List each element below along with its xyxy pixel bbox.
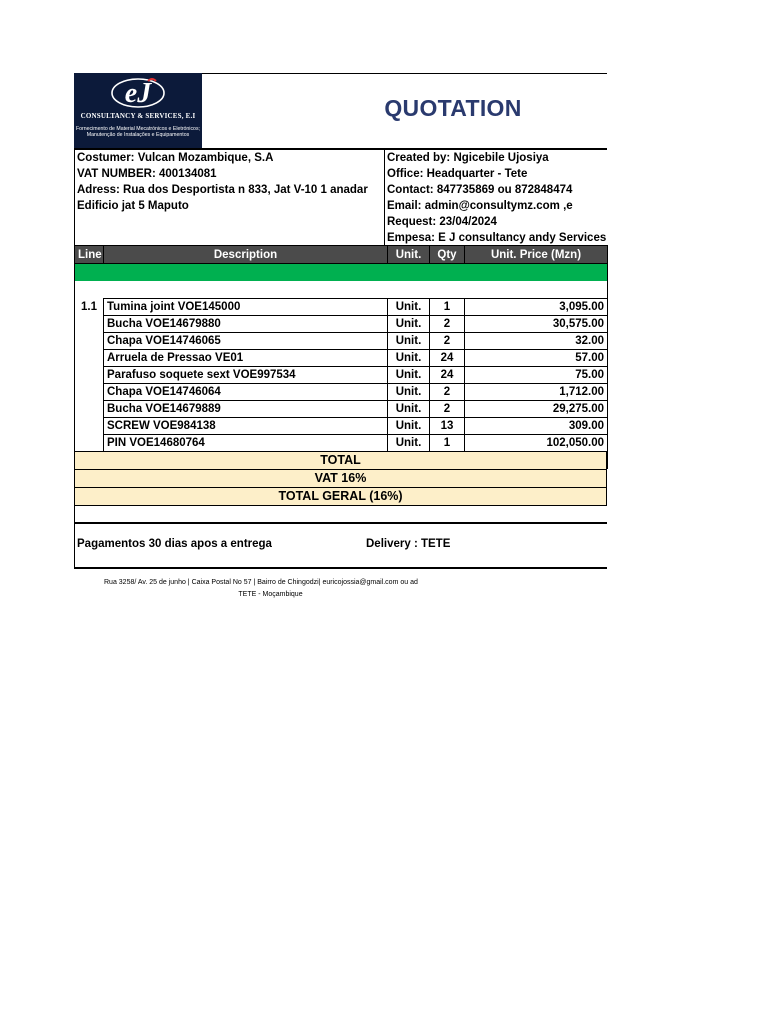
document-title: QUOTATION <box>384 95 522 121</box>
payment-terms: Pagamentos 30 dias apos a entrega <box>77 538 272 550</box>
vat-label: VAT 16% <box>74 470 607 488</box>
created-by: Created by: Ngicebile Ujosiya <box>387 152 549 164</box>
row-price: 102,050.00 <box>465 435 608 452</box>
row-description: Tumina joint VOE145000 <box>104 299 388 316</box>
row-description: Chapa VOE14746064 <box>104 384 388 401</box>
table-row <box>75 367 608 384</box>
logo-mark-text: eJ <box>124 78 152 109</box>
customer-name: Costumer: Vulcan Mozambique, S.A <box>77 152 274 164</box>
row-unit: Unit. <box>388 384 430 401</box>
row-unit: Unit. <box>388 367 430 384</box>
customer-address: Adress: Rua dos Desportista n 833, Jat V-10 1 anadar <box>77 184 368 196</box>
row-qty: 2 <box>430 401 465 418</box>
contact: Contact: 847735869 ou 872848474 <box>387 184 573 196</box>
row-price: 32.00 <box>465 333 608 350</box>
grand-total-label: TOTAL GERAL (16%) <box>74 488 607 506</box>
row-description: Arruela de Pressao VE01 <box>104 350 388 367</box>
row-qty: 2 <box>430 333 465 350</box>
table-row <box>75 401 608 418</box>
table-row <box>75 418 608 435</box>
row-unit: Unit. <box>388 299 430 316</box>
spacer-row <box>75 281 608 299</box>
customer-building: Edificio jat 5 Maputo <box>77 200 189 212</box>
quotation-table <box>74 245 608 469</box>
row-description: Bucha VOE14679889 <box>104 401 388 418</box>
row-price: 309.00 <box>465 418 608 435</box>
row-description: Parafuso soquete sext VOE997534 <box>104 367 388 384</box>
terms-bottom-rule <box>74 567 607 569</box>
email: Email: admin@consultymz.com ,e <box>387 200 573 212</box>
row-description: SCREW VOE984138 <box>104 418 388 435</box>
customer-vat: VAT NUMBER: 400134081 <box>77 168 217 180</box>
company-logo <box>74 73 202 149</box>
row-description: Chapa VOE14746065 <box>104 333 388 350</box>
empresa: Empesa: E J consultancy andy Services <box>387 232 607 244</box>
row-price: 57.00 <box>465 350 608 367</box>
row-line <box>75 401 104 418</box>
table-row <box>75 384 608 401</box>
row-line <box>75 367 104 384</box>
logo-description: Fornecimento de Material Mecatrónicos e Eletrónicos; Manutenção de Instalações e Equipamentos <box>76 126 200 138</box>
row-qty: 24 <box>430 350 465 367</box>
office: Office: Headquarter - Tete <box>387 168 528 180</box>
row-unit: Unit. <box>388 401 430 418</box>
row-qty: 2 <box>430 384 465 401</box>
footer-address: Rua 3258/ Av. 25 de junho | Caixa Postal No 57 | Bairro de Chingodzi| euricojossia@gmail.com ou ad <box>104 579 418 586</box>
left-border <box>74 506 75 568</box>
row-price: 3,095.00 <box>465 299 608 316</box>
header-description: Description <box>104 246 388 264</box>
row-description: PIN VOE14680764 <box>104 435 388 452</box>
row-line <box>75 418 104 435</box>
row-line <box>75 316 104 333</box>
total-label: TOTAL <box>74 451 607 470</box>
issuer-block <box>385 150 607 247</box>
row-line <box>75 350 104 367</box>
logo-company-name: CONSULTANCY & SERVICES, E.I <box>80 112 196 120</box>
row-unit: Unit. <box>388 418 430 435</box>
section-band <box>75 264 608 282</box>
customer-block <box>74 150 385 247</box>
header-price: Unit. Price (Mzn) <box>465 246 608 264</box>
row-line <box>75 435 104 452</box>
header-unit: Unit. <box>388 246 430 264</box>
row-unit: Unit. <box>388 316 430 333</box>
row-qty: 24 <box>430 367 465 384</box>
row-qty: 1 <box>430 435 465 452</box>
row-price: 30,575.00 <box>465 316 608 333</box>
footer-city: TETE - Moçambique <box>238 591 303 598</box>
row-line <box>75 333 104 350</box>
row-unit: Unit. <box>388 435 430 452</box>
row-price: 29,275.00 <box>465 401 608 418</box>
request-date: Request: 23/04/2024 <box>387 216 497 228</box>
row-qty: 13 <box>430 418 465 435</box>
row-line: 1.1 <box>75 299 104 316</box>
table-header-row <box>75 246 608 264</box>
table-row <box>75 350 608 367</box>
row-unit: Unit. <box>388 333 430 350</box>
row-unit: Unit. <box>388 350 430 367</box>
table-row <box>75 316 608 333</box>
row-line <box>75 384 104 401</box>
row-qty: 1 <box>430 299 465 316</box>
info-section <box>74 148 607 247</box>
row-price: 75.00 <box>465 367 608 384</box>
header-line: Line <box>75 246 104 264</box>
row-qty: 2 <box>430 316 465 333</box>
table-row <box>75 333 608 350</box>
header-qty: Qty <box>430 246 465 264</box>
totals-block <box>74 451 607 506</box>
table-row <box>75 435 608 452</box>
row-description: Bucha VOE14679880 <box>104 316 388 333</box>
row-price: 1,712.00 <box>465 384 608 401</box>
terms-top-rule <box>74 522 607 524</box>
delivery-terms: Delivery : TETE <box>366 538 451 550</box>
ej-logo-icon <box>108 75 168 111</box>
table-row <box>75 299 608 316</box>
